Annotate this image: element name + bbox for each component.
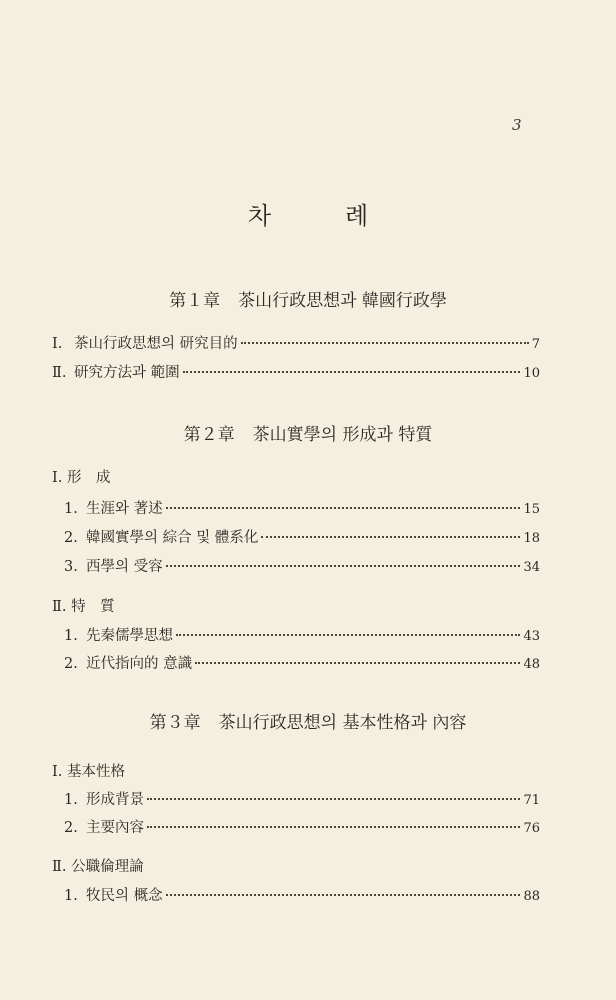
entry-label: 形成背景 (86, 792, 144, 808)
entry-page: 18 (523, 531, 540, 546)
entry-page: 71 (523, 793, 540, 808)
entry-page: 7 (531, 337, 540, 352)
chapter-3-heading (0, 708, 616, 733)
chapter-title: 茶山行政思想과 韓國行政學 (238, 291, 447, 311)
entry-marker: 1. (64, 792, 78, 808)
toc-entry[interactable] (64, 624, 540, 645)
entry-page: 76 (523, 821, 540, 836)
section-heading: Ⅰ. 形 成 (52, 470, 111, 486)
dot-leader (147, 797, 520, 800)
entry-label: 先秦儒學思想 (86, 628, 173, 644)
entry-marker: 2. (64, 530, 78, 546)
entry-label: 茶山行政思想의 研究目的 (74, 336, 238, 352)
toc-entry[interactable] (64, 884, 540, 905)
chapter-title: 茶山實學의 形成과 特質 (252, 425, 433, 445)
dot-leader (147, 825, 520, 828)
toc-title-left: 차 (247, 202, 271, 230)
entry-label: 近代指向的 意識 (86, 656, 193, 672)
entry-marker: 2. (64, 820, 78, 836)
toc-title (0, 196, 616, 231)
chapter-title: 茶山行政思想의 基本性格과 內容 (218, 713, 467, 733)
entry-marker: 1. (64, 501, 78, 517)
dot-leader (176, 633, 520, 636)
dot-leader (261, 535, 520, 538)
dot-leader (195, 661, 520, 664)
dot-leader (166, 564, 521, 567)
toc-entry[interactable] (64, 497, 540, 518)
toc-entry[interactable] (64, 652, 540, 673)
section-heading: Ⅰ. 基本性格 (52, 764, 125, 780)
entry-marker: 1. (64, 888, 78, 904)
chapter-number: 第２章 (183, 425, 235, 445)
dot-leader (166, 893, 521, 896)
dot-leader (183, 370, 521, 373)
entry-marker: 2. (64, 656, 78, 672)
entry-marker: 1. (64, 628, 78, 644)
toc-entry[interactable] (64, 526, 540, 547)
toc-entry[interactable] (64, 555, 540, 576)
entry-label: 研究方法과 範圍 (74, 365, 180, 381)
section-heading: Ⅱ. 特 質 (52, 599, 115, 615)
entry-marker: Ⅰ. (52, 336, 63, 352)
toc-entry[interactable] (52, 332, 540, 353)
chapter-1-heading (0, 286, 616, 311)
entry-label: 韓國實學의 綜合 및 體系化 (86, 530, 259, 546)
entry-marker: 3. (64, 559, 78, 575)
toc-entry[interactable] (52, 361, 540, 382)
page-number: 3 (512, 116, 522, 134)
toc-entry[interactable] (64, 788, 540, 809)
entry-page: 10 (523, 366, 540, 381)
entry-page: 48 (523, 657, 540, 672)
entry-label: 西學의 受容 (86, 559, 163, 575)
entry-label: 主要內容 (86, 820, 144, 836)
dot-leader (241, 341, 529, 344)
toc-entry[interactable] (64, 816, 540, 837)
entry-page: 43 (523, 629, 540, 644)
entry-label: 生涯와 著述 (86, 501, 163, 517)
chapter-number: 第３章 (149, 713, 201, 733)
entry-page: 88 (523, 889, 540, 904)
chapter-2-heading (0, 420, 616, 445)
entry-label: 牧民의 概念 (86, 888, 163, 904)
entry-page: 34 (523, 560, 540, 575)
section-heading: Ⅱ. 公職倫理論 (52, 859, 144, 875)
toc-title-right: 례 (345, 202, 369, 230)
dot-leader (166, 506, 521, 509)
chapter-number: 第１章 (169, 291, 221, 311)
entry-marker: Ⅱ. (52, 365, 67, 381)
entry-page: 15 (523, 502, 540, 517)
